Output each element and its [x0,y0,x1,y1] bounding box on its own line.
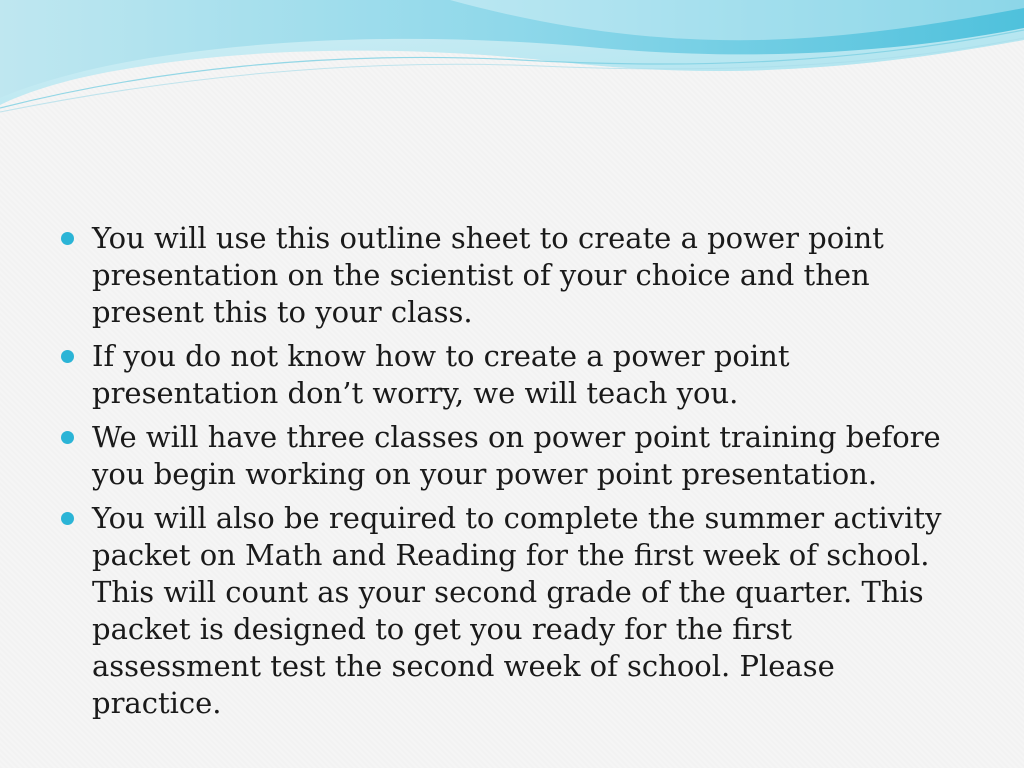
bullet-dot-icon [61,512,74,525]
bullet-text: We will have three classes on power point training before you begin working on your power point presentation. [92,420,941,491]
slide-content [58,220,958,729]
bullet-item [58,500,958,722]
bullet-item [58,338,958,412]
bullet-item [58,220,958,331]
bullet-dot-icon [61,350,74,363]
bullet-dot-icon [61,431,74,444]
wave-header-decoration [0,0,1024,120]
bullet-item [58,419,958,493]
bullet-text: You will use this outline sheet to create a power point presentation on the scientist of your choice and then present this to your class. [92,221,884,329]
bullet-dot-icon [61,232,74,245]
bullet-text: You will also be required to complete the summer activity packet on Math and Reading for the first week of school. This will count as your second grade of the quarter. This packet is designed to get you ready for the first assessment test the second week of school. Please practice. [92,501,942,720]
bullet-text: If you do not know how to create a power point presentation don’t worry, we will teach you. [92,339,790,410]
bullet-list [58,220,958,722]
